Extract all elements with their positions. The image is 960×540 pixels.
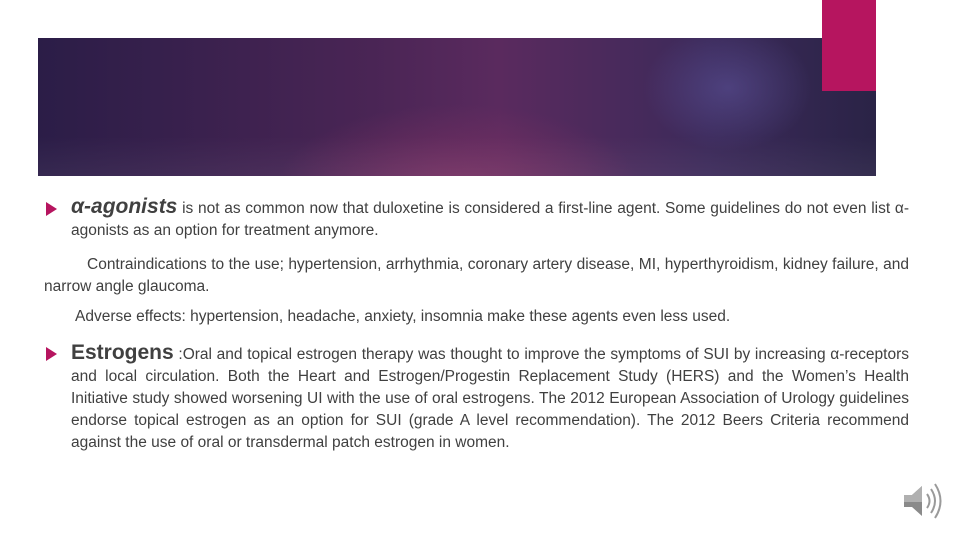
title-banner <box>38 38 876 176</box>
bullet-icon <box>46 347 57 361</box>
adverse-effects-paragraph: Adverse effects: hypertension, headache, anxiety, insomnia make these agents even less used. <box>75 308 731 325</box>
bullet-icon <box>46 202 57 216</box>
accent-bar <box>822 0 876 91</box>
speaker-icon[interactable] <box>900 478 946 524</box>
term-alpha-agonists: α-agonists <box>71 195 178 218</box>
estrogens-text: :Oral and topical estrogen therapy was thought to improve the symptoms of SUI by increasing α-receptors and local circulation. Both the Heart and Estrogen/Progestin Replacement Study (HERS) and the Women’s Health Initiative study showed worsening UI with the use of oral estrogens. The 2012 European Association of Urology guidelines endorse topical estrogen as an option for SUI (grade A level recommendation). The 2012 Beers Criteria recommend against the use of oral or transdermal patch estrogen in women. <box>71 346 909 451</box>
contraindications-paragraph: Contraindications to the use; hypertension, arrhythmia, coronary artery disease, MI, hyperthyroidism, kidney failure, and narrow angle glaucoma. <box>44 256 909 295</box>
list-item-alpha-agonists <box>71 196 909 242</box>
alpha-agonists-text: is not as common now that duloxetine is considered a first-line agent. Some guidelines do not even list α-agonists as an option for treatment anymore. <box>71 200 909 239</box>
term-estrogens: Estrogens <box>71 341 174 364</box>
banner-shine <box>38 136 876 176</box>
list-item-estrogens <box>71 342 909 454</box>
